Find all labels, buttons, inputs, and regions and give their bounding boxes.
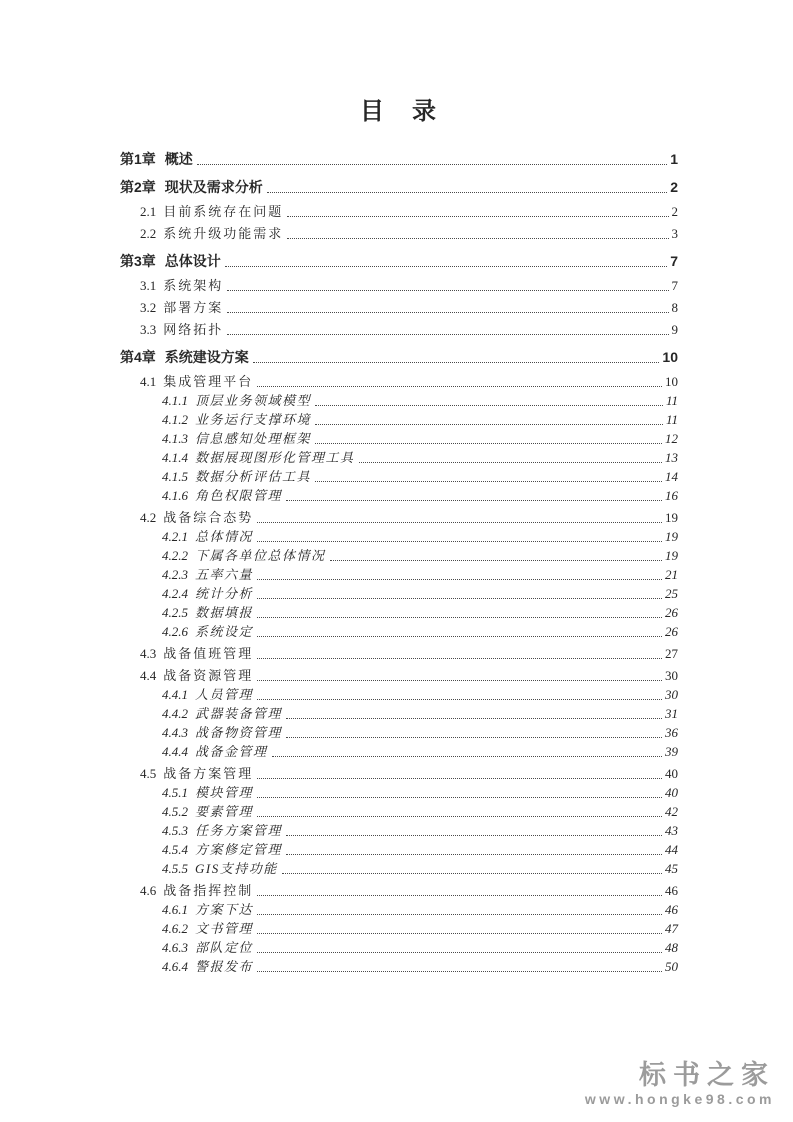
toc-entry[interactable] [120, 723, 678, 742]
toc-entry[interactable] [120, 881, 678, 900]
toc-dot-leader [227, 334, 668, 335]
toc-entry-title: 战备方案管理 [163, 766, 254, 781]
toc-entry[interactable] [120, 859, 678, 878]
toc-entry-number: 2.2 [140, 226, 157, 241]
toc-dot-leader [257, 636, 662, 637]
toc-entry[interactable] [120, 666, 678, 685]
page-title: 目 录 [360, 98, 438, 125]
toc-entry-title: 系统设定 [195, 624, 254, 639]
toc-dot-leader [315, 481, 662, 482]
toc-entry-page-number: 2 [670, 179, 678, 195]
toc-entry-page-number: 11 [665, 393, 678, 408]
toc-entry-page-number: 30 [665, 668, 678, 683]
toc-dot-leader [287, 238, 668, 239]
toc-entry-title: 业务运行支撑环境 [195, 412, 312, 427]
toc-entry-page-number: 42 [665, 804, 678, 819]
toc-entry-page-number: 30 [665, 687, 678, 702]
toc-entry-number: 4.2.5 [162, 605, 188, 620]
toc-entry[interactable] [120, 429, 678, 448]
toc-entry-number: 2.1 [140, 204, 157, 219]
toc-dot-leader [197, 164, 667, 165]
toc-dot-leader [286, 718, 662, 719]
toc-entry[interactable] [120, 802, 678, 821]
toc-entry-page-number: 3 [671, 226, 678, 241]
toc-entry-title: 网络拓扑 [163, 322, 224, 337]
toc-entry-page-number: 46 [665, 883, 678, 898]
toc-entry-page-number: 1 [670, 151, 678, 167]
toc-entry-title: 武器装备管理 [195, 706, 283, 721]
toc-entry-title: 战备指挥控制 [163, 883, 254, 898]
toc-dot-leader [315, 405, 663, 406]
toc-entry-number: 4.6.1 [162, 902, 188, 917]
toc-entry-page-number: 36 [665, 725, 678, 740]
toc-entry-number: 4.5 [140, 766, 157, 781]
toc-dot-leader [257, 699, 662, 700]
toc-entry[interactable] [120, 900, 678, 919]
toc-dot-leader [286, 737, 662, 738]
toc-entry-title: GIS支持功能 [195, 861, 278, 876]
toc-dot-leader [330, 560, 662, 561]
toc-entry[interactable] [120, 527, 678, 546]
toc-entry-page-number: 8 [671, 300, 678, 315]
toc-dot-leader [257, 952, 662, 953]
toc-dot-leader [287, 216, 668, 217]
toc-entry[interactable] [120, 565, 678, 584]
toc-entry-page-number: 19 [665, 529, 678, 544]
toc-entry-number: 4.6.4 [162, 959, 188, 974]
toc-entry-number: 4.4 [140, 668, 157, 683]
toc-entry[interactable] [120, 224, 678, 243]
toc-entry[interactable] [120, 391, 678, 410]
toc-entry-number: 4.2.3 [162, 567, 188, 582]
toc-entry[interactable] [120, 410, 678, 429]
toc-entry[interactable] [120, 298, 678, 317]
toc-dot-leader [267, 192, 667, 193]
toc-entry-title: 统计分析 [195, 586, 254, 601]
toc-dot-leader [286, 854, 662, 855]
toc-entry[interactable] [120, 202, 678, 221]
toc-entry-title: 总体情况 [195, 529, 254, 544]
toc-entry-number: 4.1.2 [162, 412, 188, 427]
toc-dot-leader [257, 658, 662, 659]
toc-entry-number: 第3章 [120, 253, 156, 269]
toc-entry-number: 3.2 [140, 300, 157, 315]
toc-entry-number: 4.2.2 [162, 548, 188, 563]
toc-entry-title: 总体设计 [164, 253, 221, 269]
toc-entry[interactable] [120, 821, 678, 840]
toc-entry-title: 目前系统存在问题 [163, 204, 284, 219]
toc-entry-title: 下属各单位总体情况 [195, 548, 326, 563]
toc-dot-leader [282, 873, 662, 874]
toc-entry[interactable] [120, 448, 678, 467]
toc-entry-number: 4.4.4 [162, 744, 188, 759]
toc-entry-number: 4.1.5 [162, 469, 188, 484]
toc-entry-page-number: 21 [665, 567, 678, 582]
toc-dot-leader [272, 756, 662, 757]
toc-entry-number: 4.5.1 [162, 785, 188, 800]
toc-dot-leader [359, 462, 662, 463]
toc-entry-page-number: 19 [665, 548, 678, 563]
toc-entry-page-number: 40 [665, 785, 678, 800]
toc-entry-number: 4.5.3 [162, 823, 188, 838]
toc-entry-title: 文书管理 [195, 921, 254, 936]
toc-entry-number: 4.6.2 [162, 921, 188, 936]
toc-entry-page-number: 10 [662, 349, 678, 365]
toc-entry-number: 4.2 [140, 510, 157, 525]
toc-dot-leader [257, 522, 662, 523]
toc-entry[interactable] [120, 508, 678, 527]
toc-entry-number: 3.3 [140, 322, 157, 337]
toc-entry[interactable] [120, 348, 678, 367]
toc-entry-title: 模块管理 [195, 785, 254, 800]
toc-entry-page-number: 40 [665, 766, 678, 781]
toc-entry-page-number: 19 [665, 510, 678, 525]
toc-entry-number: 第1章 [120, 151, 156, 167]
toc-entry-page-number: 25 [665, 586, 678, 601]
toc-entry-title: 顶层业务领域模型 [195, 393, 312, 408]
toc-entry-page-number: 9 [671, 322, 678, 337]
toc-dot-leader [257, 541, 662, 542]
toc-entry-number: 4.4.2 [162, 706, 188, 721]
toc-entry[interactable] [120, 704, 678, 723]
toc-entry-title: 概述 [164, 151, 193, 167]
toc-entry-title: 人员管理 [195, 687, 254, 702]
toc-dot-leader [315, 424, 663, 425]
toc-entry-number: 4.6.3 [162, 940, 188, 955]
toc-entry-number: 3.1 [140, 278, 157, 293]
toc-entry-page-number: 39 [665, 744, 678, 759]
toc-entry-title: 部队定位 [195, 940, 254, 955]
toc-entry[interactable] [120, 467, 678, 486]
toc-entry[interactable] [120, 486, 678, 505]
toc-entry-title: 系统建设方案 [164, 349, 249, 365]
watermark-url: www.hongke98.com [584, 1091, 775, 1107]
watermark-brand-logo: 标书之家 [639, 1060, 775, 1090]
watermark [585, 1060, 775, 1108]
toc-dot-leader [286, 500, 662, 501]
toc-entry-page-number: 12 [665, 431, 678, 446]
toc-entry-title: 战备金管理 [195, 744, 268, 759]
toc-dot-leader [315, 443, 662, 444]
toc-dot-leader [253, 362, 660, 363]
toc-dot-leader [257, 895, 662, 896]
toc-entry-title: 系统架构 [163, 278, 224, 293]
toc-entry[interactable] [120, 764, 678, 783]
toc-entry-title: 战备值班管理 [163, 646, 254, 661]
toc-entry-page-number: 10 [665, 374, 678, 389]
toc-entry[interactable] [120, 584, 678, 603]
toc-entry-number: 4.3 [140, 646, 157, 661]
toc-entry-number: 4.1.4 [162, 450, 188, 465]
toc-entry-number: 4.5.2 [162, 804, 188, 819]
toc-dot-leader [257, 598, 662, 599]
toc-dot-leader [257, 797, 662, 798]
toc-entry-page-number: 7 [671, 278, 678, 293]
toc-entry-title: 数据展现图形化管理工具 [195, 450, 355, 465]
toc-entry-page-number: 26 [665, 605, 678, 620]
toc-entry-number: 4.1.6 [162, 488, 188, 503]
toc-dot-leader [257, 778, 662, 779]
toc-entry-title: 警报发布 [195, 959, 254, 974]
toc-entry[interactable] [120, 178, 678, 197]
toc-dot-leader [227, 312, 668, 313]
toc-entry-title: 系统升级功能需求 [163, 226, 284, 241]
toc-entry-title: 数据分析评估工具 [195, 469, 312, 484]
toc-entry-number: 4.4.1 [162, 687, 188, 702]
toc-entry-page-number: 44 [665, 842, 678, 857]
toc-entry-title: 方案下达 [195, 902, 254, 917]
toc-entry-page-number: 2 [671, 204, 678, 219]
toc-entry-page-number: 43 [665, 823, 678, 838]
toc-dot-leader [257, 816, 662, 817]
toc-entry-number: 4.2.6 [162, 624, 188, 639]
toc-entry-number: 第4章 [120, 349, 156, 365]
toc-entry-title: 数据填报 [195, 605, 254, 620]
toc-dot-leader [286, 835, 662, 836]
toc-entry-title: 角色权限管理 [195, 488, 283, 503]
toc-entry-title: 现状及需求分析 [164, 179, 263, 195]
toc-entry-title: 战备物资管理 [195, 725, 283, 740]
toc-entry[interactable] [120, 603, 678, 622]
toc-entry-page-number: 26 [665, 624, 678, 639]
toc-entry-number: 4.2.1 [162, 529, 188, 544]
toc-dot-leader [257, 680, 662, 681]
toc-list [120, 150, 678, 976]
toc-entry-title: 任务方案管理 [195, 823, 283, 838]
toc-entry[interactable] [120, 150, 678, 169]
toc-dot-leader [257, 933, 662, 934]
toc-entry-title: 要素管理 [195, 804, 254, 819]
toc-entry-title: 集成管理平台 [163, 374, 254, 389]
toc-dot-leader [257, 971, 662, 972]
toc-entry-page-number: 7 [670, 253, 678, 269]
toc-dot-leader [225, 266, 667, 267]
toc-entry[interactable] [120, 644, 678, 663]
toc-entry-page-number: 48 [665, 940, 678, 955]
toc-entry[interactable] [120, 957, 678, 976]
toc-entry[interactable] [120, 919, 678, 938]
toc-entry[interactable] [120, 938, 678, 957]
toc-entry-number: 4.2.4 [162, 586, 188, 601]
toc-entry-number: 第2章 [120, 179, 156, 195]
toc-entry-title: 部署方案 [163, 300, 224, 315]
toc-entry-page-number: 11 [665, 412, 678, 427]
toc-entry-page-number: 27 [665, 646, 678, 661]
toc-dot-leader [257, 617, 662, 618]
toc-entry-page-number: 31 [665, 706, 678, 721]
toc-dot-leader [257, 914, 662, 915]
toc-entry[interactable] [120, 276, 678, 295]
toc-entry-title: 信息感知处理框架 [195, 431, 312, 446]
toc-entry-number: 4.6 [140, 883, 157, 898]
toc-entry[interactable] [120, 840, 678, 859]
toc-entry-page-number: 47 [665, 921, 678, 936]
toc-entry-page-number: 46 [665, 902, 678, 917]
toc-entry[interactable] [120, 320, 678, 339]
toc-dot-leader [257, 579, 662, 580]
toc-entry-page-number: 14 [665, 469, 678, 484]
toc-entry-title: 战备综合态势 [163, 510, 254, 525]
toc-entry-number: 4.4.3 [162, 725, 188, 740]
toc-entry[interactable] [120, 742, 678, 761]
toc-entry-page-number: 13 [665, 450, 678, 465]
toc-entry-number: 4.1.1 [162, 393, 188, 408]
toc-entry-number: 4.5.5 [162, 861, 188, 876]
toc-entry-page-number: 45 [665, 861, 678, 876]
toc-entry-title: 战备资源管理 [163, 668, 254, 683]
toc-dot-leader [227, 290, 668, 291]
toc-entry-title: 五率六量 [195, 567, 254, 582]
toc-entry-page-number: 16 [665, 488, 678, 503]
toc-entry-title: 方案修定管理 [195, 842, 283, 857]
toc-entry-number: 4.1 [140, 374, 157, 389]
toc-dot-leader [257, 386, 662, 387]
toc-entry-number: 4.5.4 [162, 842, 188, 857]
toc-entry-page-number: 50 [665, 959, 678, 974]
toc-entry-number: 4.1.3 [162, 431, 188, 446]
toc-entry[interactable] [120, 252, 678, 271]
toc-entry[interactable] [120, 372, 678, 391]
toc-entry[interactable] [120, 546, 678, 565]
toc-entry[interactable] [120, 622, 678, 641]
toc-entry[interactable] [120, 685, 678, 704]
toc-entry[interactable] [120, 783, 678, 802]
